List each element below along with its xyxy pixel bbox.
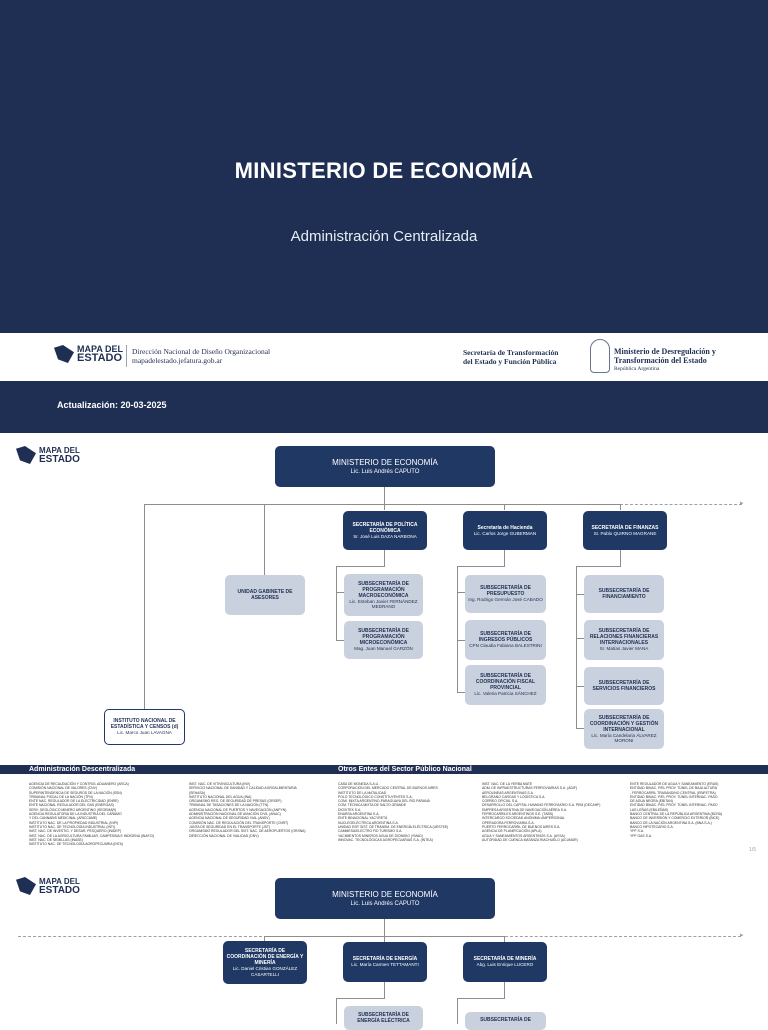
list-item: ADMINISTRACIÓN NACIONAL DE AVIACIÓN CIVIL (ANAC) bbox=[189, 812, 281, 817]
list-item: COMI. MIXTA ARGENTINO-PARAGUAYA DEL RÍO PARANÁ bbox=[338, 799, 430, 804]
connector bbox=[457, 640, 465, 641]
list-item: ENTIDAD BINAC. P/EL PROY. TÚNEL DE BAJA ALTURA bbox=[630, 786, 717, 791]
min-line1: Ministerio de Desregulación y bbox=[614, 347, 716, 356]
list-item: INSTITUTO NACIONAL DEL AGUA (INA) bbox=[189, 794, 252, 799]
secretaria-transformacion-text bbox=[463, 348, 558, 366]
box-name: Lic. Marco Juan LAVAGNA bbox=[117, 730, 172, 736]
update-date: Actualización: 20-03-2025 bbox=[57, 400, 167, 410]
box-title: SUBSECRETARÍA DE PRESUPUESTO bbox=[480, 585, 531, 598]
logo-line1: MAPA DEL bbox=[77, 344, 123, 354]
list-item: BANCO DE LA NACIÓN ARGENTINA S.A. (BNA S.A.) bbox=[630, 820, 712, 825]
list-item: TRIBUNAL DE TASACIONES DE LA NACIÓN (TTN) bbox=[189, 803, 269, 808]
list-item: ENTIDAD BINAC. P/EL PROY. TÚNEL INTERNAC. PASO bbox=[630, 803, 718, 808]
subsecretaria-energia-electrica-box[interactable] bbox=[344, 1006, 423, 1030]
list-item: COMISIÓN NAC. DE REGULACIÓN DEL TRANSPORTE (CNRT) bbox=[189, 820, 289, 825]
list-item: INNOVAC. TECNOLÓGICAS AGROPECUARIAS S.A. (INTEA) bbox=[338, 837, 433, 842]
list-item: AGENCIA DE PLANIFICACIÓN (APLA) bbox=[482, 829, 542, 834]
map-icon bbox=[16, 877, 36, 895]
org-chart-page-1 bbox=[0, 433, 768, 765]
list-item: SUPERINTENDENCIA DE SEGUROS DE LA NACIÓN (SSN) bbox=[29, 790, 122, 795]
list-item: AGENCIA NACIONAL DE SEGURIDAD VIAL (ANSV) bbox=[189, 816, 270, 821]
list-item: SERVICIO NACIONAL DE SANIDAD Y CALIDAD AGROALIMENTARIA bbox=[189, 786, 297, 791]
connector bbox=[144, 504, 145, 709]
list-item: YPF GAS S.A. bbox=[630, 833, 653, 838]
box-title: SUBSECRETARÍA DE COORDINACIÓN Y GESTIÓN INTERNACIONAL bbox=[589, 714, 659, 733]
list-item: TRIBUNAL FISCAL DE LA NACIÓN (TFN) bbox=[29, 794, 93, 799]
connector bbox=[576, 594, 584, 595]
box-name: CPN Claudia Fabiana BALESTRINI bbox=[469, 643, 542, 649]
list-column-3 bbox=[338, 782, 448, 842]
box-name: Abg. Luis Enrique LUCERO bbox=[476, 962, 534, 968]
box-name: Lic. María Candelaria ÁLVAREZ MORONI bbox=[591, 732, 657, 743]
connector bbox=[384, 982, 385, 998]
list-item: JUNTA DE SEGURIDAD EN EL TRANSPORTE (JST) bbox=[189, 824, 271, 829]
logo-line1: MAPA DEL bbox=[39, 877, 80, 886]
box-title: SECRETARÍA DE FINANZAS bbox=[591, 524, 659, 531]
list-item: ENTIDAD BINAC. P/EL PROY. TÚNEL INTERNAC. PASO bbox=[630, 794, 718, 799]
list-item: INSTITUTO DE LA MATALIDAD bbox=[338, 790, 387, 795]
list-column-4 bbox=[482, 782, 600, 842]
list-item: INST. NAC. DE LA AGRICULTURA FAMILIAR, CAMPESINA E INDÍGENA (INAFCI) bbox=[29, 833, 155, 838]
list-item: ENTE REGULADOR DE AGUA Y SANEAMIENTO (ERAS) bbox=[630, 782, 719, 786]
list-item: AGUA Y SANEAMIENTOS ARGENTINOS S.A. (AYSA) bbox=[482, 833, 565, 838]
box-title: INSTITUTO NACIONAL DE ESTADÍSTICA Y CENSOS (d) bbox=[110, 718, 179, 731]
connector bbox=[457, 566, 505, 567]
connector bbox=[457, 566, 458, 693]
subsecretaria-coordinacion-fiscal-box[interactable] bbox=[465, 665, 546, 705]
list-item: LAS LEÑAS (EBILEÑAS) bbox=[630, 807, 669, 812]
connector bbox=[384, 919, 385, 936]
indec-box[interactable] bbox=[104, 709, 185, 745]
connector bbox=[504, 982, 505, 998]
cover-slide bbox=[0, 0, 768, 433]
list-column-5 bbox=[630, 782, 722, 838]
connector bbox=[457, 998, 505, 999]
box-name: Sr. Pablo QUIRNO MAGRANE bbox=[593, 530, 657, 536]
connector bbox=[576, 566, 621, 567]
secretaria-energia-box[interactable] bbox=[343, 942, 427, 982]
arrow-right-icon: ▸ bbox=[740, 500, 744, 507]
box-title: SUBSECRETARÍA DE ENERGÍA ELÉCTRICA bbox=[357, 1012, 410, 1024]
listing-header bbox=[0, 765, 768, 774]
list-item: INST. NAC. DE SEMILLAS (INASE) bbox=[29, 837, 83, 842]
argentina-seal-icon bbox=[590, 339, 610, 373]
box-title: SECRETARÍA DE MINERÍA bbox=[473, 956, 537, 963]
dashed-connector bbox=[620, 504, 742, 505]
list-item: - FERROCARRIL TRASANDINO CENTRAL (EBIFETRA) bbox=[630, 790, 716, 795]
list-item: INSTITUTO NAC. DE TECNOLOGÍA AGROPECUARIA (INTA) bbox=[29, 842, 124, 847]
list-item: ADM. DE INFRAESTRUCTURAS FERROVIARIAS S.A. (ADIF) bbox=[482, 786, 578, 791]
list-item: DE AGUA NEGRA (EBITAN) bbox=[630, 799, 673, 804]
connector bbox=[576, 638, 584, 639]
box-title: MINISTERIO DE ECONOMÍA bbox=[332, 890, 438, 899]
list-item: NUCLEOELÉCTRICA ARGENTINA S.A. bbox=[338, 820, 399, 825]
subsecretaria-microeconomica-box[interactable] bbox=[344, 621, 423, 659]
list-item: INTERCARGO SOCIEDAD ANÓNIMA UNIPERSONAL bbox=[482, 816, 565, 821]
list-item: SERV. GEOLÓGICO MINERO ARGENTINO (SEGEMAR) bbox=[29, 807, 117, 812]
cover-subtitle: Administración Centralizada bbox=[290, 228, 478, 245]
box-name: Lic. Esteban Javier FERNÁNDEZ MEDRANO bbox=[349, 598, 418, 609]
list-item: INST. NAC. DE LA YERBA MATE bbox=[482, 782, 533, 786]
list-item: INST. NAC. DE INVESTIG. Y DESAR. PESQUERO (INIDEP) bbox=[29, 829, 122, 834]
mapa-del-estado-logo bbox=[16, 877, 80, 895]
box-title: Secretaría de Hacienda bbox=[477, 524, 533, 531]
min-line3: República Argentina bbox=[614, 366, 660, 372]
list-item: PUERTO FERROCARRIL DE BUENOS AIRES S.A. bbox=[482, 824, 561, 829]
list-item: AUTORIDAD DE CUENCA MATANZA RIACHUELO (ACUMAR) bbox=[482, 837, 578, 842]
connector bbox=[264, 504, 265, 575]
box-name: Lic. Valeria Patricia SÁNCHEZ bbox=[474, 691, 537, 697]
list-item: POLO TECNOLÓGICO CONSTITUYENTES S.A. bbox=[338, 794, 413, 799]
logo-line2: ESTADO bbox=[77, 352, 123, 364]
min-line2: Transformación del Estado bbox=[614, 356, 707, 365]
list-item: BANCO CENTRAL DE LA REPÚBLICA ARGENTINA (BCRA) bbox=[630, 812, 723, 817]
box-title: SECRETARÍA DE POLÍTICA ECONÓMICA bbox=[352, 521, 418, 534]
connector bbox=[620, 504, 621, 510]
box-name: Sr. José Luis DAZA NARBONA bbox=[353, 533, 417, 539]
list-column-2 bbox=[189, 782, 306, 838]
list-item: AGENCIA NACIONAL DE PUERTOS Y NAVEGACIÓN (ANPYN) bbox=[189, 807, 287, 812]
box-title: SUBSECRETARÍA DE COORDINACIÓN FISCAL PROVINCIAL bbox=[475, 673, 536, 692]
list-item: ENTE NAC. REGULADOR DE LA ELECTRICIDAD (ENRE) bbox=[29, 799, 119, 804]
list-item: COM. TÉCNICA MIXTA DE SALTO GRANDE bbox=[338, 803, 407, 808]
minister-box[interactable] bbox=[275, 878, 495, 919]
box-title: SECRETARÍA DE ENERGÍA bbox=[352, 956, 418, 963]
box-title: SUBSECRETARÍA DE bbox=[480, 1017, 531, 1023]
subsecretaria-presupuesto-box[interactable] bbox=[465, 575, 546, 613]
subsecretaria-macroeconomica-box[interactable] bbox=[344, 574, 423, 616]
sec-line1: Secretaría de Transformación bbox=[463, 348, 559, 357]
box-title: SUBSECRETARÍA DE RELACIONES FINANCIERAS INTERNACIONALES bbox=[589, 628, 659, 647]
box-title: SECRETARÍA DE COORDINACIÓN DE ENERGÍA Y MINERÍA bbox=[226, 948, 304, 966]
list-item: YACIMIENTOS MINEROS AGUA DE DIONISIO (YMAD) bbox=[338, 833, 423, 838]
box-name: Lic. Luis Andrés CAPUTO bbox=[350, 901, 420, 907]
list-item: FERROCARRILES ARGENTINOS S.E. (TABS) bbox=[482, 812, 554, 817]
connector bbox=[620, 550, 621, 566]
connector bbox=[336, 998, 385, 999]
list-item: AGENCIA REGULATORIA DE LA INDUSTRIA DEL CÁÑAMO bbox=[29, 812, 122, 817]
box-title: SUBSECRETARÍA DE PROGRAMACIÓN MACROECONÓMICA bbox=[358, 580, 409, 599]
list-item: BANCO DE INVERSIÓN Y COMERCIO EXTERIOR (BICE) bbox=[630, 816, 720, 821]
box-title: UNIDAD GABINETE DE ASESORES bbox=[237, 589, 293, 601]
list-item: AEROLÍNEAS ARGENTINAS S.A. bbox=[482, 790, 534, 795]
list-column-1 bbox=[29, 782, 154, 846]
list-item: ENARSA ARGENTINA S.A. bbox=[338, 812, 380, 817]
arrow-right-icon: ▸ bbox=[740, 932, 744, 939]
secretaria-mineria-box[interactable] bbox=[463, 942, 547, 982]
box-name: Lic. Daniel Cristian GONZÁLEZ CASARTELLI bbox=[232, 966, 298, 977]
mapa-del-estado-logo bbox=[16, 446, 80, 464]
mapa-del-estado-logo bbox=[54, 345, 123, 363]
box-name: Lic. Luis Andrés CAPUTO bbox=[350, 469, 420, 475]
list-item: DIRECCIÓN NACIONAL DE VIALIDAD (DNV) bbox=[189, 833, 259, 838]
list-item: INSTITUTO NAC. DE LA PROPIEDAD INDUSTRIAL (INPI) bbox=[29, 820, 119, 825]
dnd-url: mapadelestado.jefatura.gob.ar bbox=[132, 356, 223, 365]
entities-listing bbox=[0, 765, 768, 865]
listing-header-right: Otros Entes del Sector Público Nacional bbox=[338, 766, 472, 773]
logo-band bbox=[0, 333, 768, 381]
list-item: UNIDAD ESP. SIST. DE TRANSM. DE ENERGÍA ELÉCTRICA (UESTEE) bbox=[338, 824, 449, 829]
secretaria-hacienda-box[interactable] bbox=[463, 511, 547, 550]
logo-line1: MAPA DEL bbox=[39, 446, 80, 455]
connector bbox=[336, 998, 337, 1024]
dnd-name: Dirección Nacional de Diseño Organizacional bbox=[132, 347, 271, 356]
map-icon bbox=[54, 345, 74, 363]
connector bbox=[576, 566, 577, 729]
box-title: MINISTERIO DE ECONOMÍA bbox=[332, 458, 438, 467]
listing-header-left: Administración Descentralizada bbox=[29, 766, 136, 773]
connector bbox=[457, 998, 458, 1024]
map-icon bbox=[16, 446, 36, 464]
logo-line2: ESTADO bbox=[39, 454, 80, 465]
list-item: YPF S.A. bbox=[630, 829, 644, 834]
list-item: CORPORACIÓN DEL MERCADO CENTRAL DE BUENOS AIRES bbox=[338, 786, 438, 791]
list-item: ENTE BINACIONAL YACYRETÁ bbox=[338, 816, 388, 821]
logo-divider bbox=[126, 345, 127, 367]
list-item: CORREO OFICIAL S.A. bbox=[482, 799, 519, 804]
unidad-gabinete-box[interactable] bbox=[225, 575, 305, 615]
sec-line2: del Estado y Función Pública bbox=[463, 357, 557, 366]
connector bbox=[336, 592, 344, 593]
box-name: Lic. María Carmen TETTAMANTI bbox=[351, 962, 419, 968]
box-title: SUBSECRETARÍA DE FINANCIAMIENTO bbox=[598, 588, 650, 600]
dashed-connector bbox=[18, 936, 262, 937]
connector bbox=[336, 566, 385, 567]
list-item: DESARROLLO DEL CAPITAL HUMANO FERROVIARIO S.A. PEM (DECAHF) bbox=[482, 803, 601, 808]
connector bbox=[504, 504, 505, 510]
secretaria-finanzas-box[interactable] bbox=[583, 511, 667, 550]
list-item: CAMMESA/ELECTRO FID TURISMO S.A. bbox=[338, 829, 403, 834]
connector bbox=[384, 550, 385, 566]
dashed-connector bbox=[505, 936, 741, 937]
box-name: Mag. Juan Manuel GARZÓN bbox=[354, 646, 413, 652]
connector bbox=[457, 592, 465, 593]
box-name: Ing. Rodrigo Germán José CABADO bbox=[468, 597, 543, 603]
connector bbox=[144, 504, 620, 505]
subsecretaria-relaciones-financieras-box[interactable] bbox=[584, 620, 664, 660]
secretaria-politica-economica-box[interactable] bbox=[343, 511, 427, 550]
dnd-text bbox=[132, 347, 270, 365]
logo-line2: ESTADO bbox=[39, 885, 80, 896]
list-item: ORGANISMO REG. DE SEGURIDAD DE PRESAS (ORSEP) bbox=[189, 799, 282, 804]
box-title: SUBSECRETARÍA DE SERVICIOS FINANCIEROS bbox=[592, 680, 656, 692]
ministerio-desregulacion-text bbox=[614, 347, 716, 374]
box-title: SUBSECRETARÍA DE PROGRAMACIÓN MICROECONÓMICA bbox=[358, 628, 409, 647]
list-item: OPERADORA FERROVIARIA S.A. bbox=[482, 820, 535, 825]
cover-title: MINISTERIO DE ECONOMÍA bbox=[234, 158, 534, 183]
connector bbox=[384, 504, 385, 510]
list-item: DIOXITEK S.A. bbox=[338, 807, 362, 812]
list-item: (SENASA) bbox=[189, 790, 206, 795]
list-item: ENTE NACIONAL REGULADOR DEL GAS (ENERGAS) bbox=[29, 803, 114, 808]
connector bbox=[576, 728, 584, 729]
subsecretaria-box[interactable] bbox=[465, 1012, 546, 1030]
connector bbox=[504, 550, 505, 566]
box-title: SUBSECRETARÍA DE INGRESOS PÚBLICOS bbox=[478, 631, 533, 644]
box-name: Lic. Carlos Jorge GUBERMAN bbox=[473, 530, 537, 536]
secretaria-coordinacion-energia-box[interactable] bbox=[223, 941, 307, 984]
subsecretaria-coordinacion-gestion-box[interactable] bbox=[584, 709, 664, 749]
list-item: ORGANISMO REGULADOR DEL SIST. NAC. DE AEROPUERTOS (ORSNA) bbox=[189, 829, 306, 834]
connector bbox=[336, 566, 337, 641]
list-item: AGENCIA DE RECAUDACIÓN Y CONTROL ADUANERO (ARCA) bbox=[29, 782, 129, 786]
page-number: 1/5 bbox=[749, 847, 756, 853]
list-item: Y DEL CANNABIS MEDICINAL (ARICCAME) bbox=[29, 816, 98, 821]
minister-box[interactable] bbox=[275, 446, 495, 487]
org-chart-page-2 bbox=[0, 865, 768, 1024]
list-item: COMISIÓN NACIONAL DE VALORES (CNV) bbox=[29, 786, 98, 791]
list-item: INSTITUTO NAC. DE TECNOLOGÍA INDUSTRIAL (INTI) bbox=[29, 824, 116, 829]
connector bbox=[384, 487, 385, 504]
list-item: EMPRESA ARGENTINA DE NAVEGACIÓN AÉREA S.A. bbox=[482, 807, 568, 812]
connector bbox=[576, 686, 584, 687]
connector bbox=[336, 640, 344, 641]
subsecretaria-ingresos-box[interactable] bbox=[465, 620, 546, 660]
connector bbox=[457, 692, 465, 693]
list-item: BELGRANO CARGAS Y LOGÍSTICA S.A. bbox=[482, 794, 546, 799]
subsecretaria-financiamiento-box[interactable] bbox=[584, 575, 664, 613]
list-item: BANCO HIPOTECARIO S.A. bbox=[630, 824, 674, 829]
list-item: INST. NAC. DE VITIVINICULTURA (INV) bbox=[189, 782, 251, 786]
list-item: CASA DE MONEDA S.A.U. bbox=[338, 782, 380, 786]
box-name: Sr. Matías Javier MANA bbox=[599, 646, 649, 652]
subsecretaria-servicios-financieros-box[interactable] bbox=[584, 667, 664, 705]
